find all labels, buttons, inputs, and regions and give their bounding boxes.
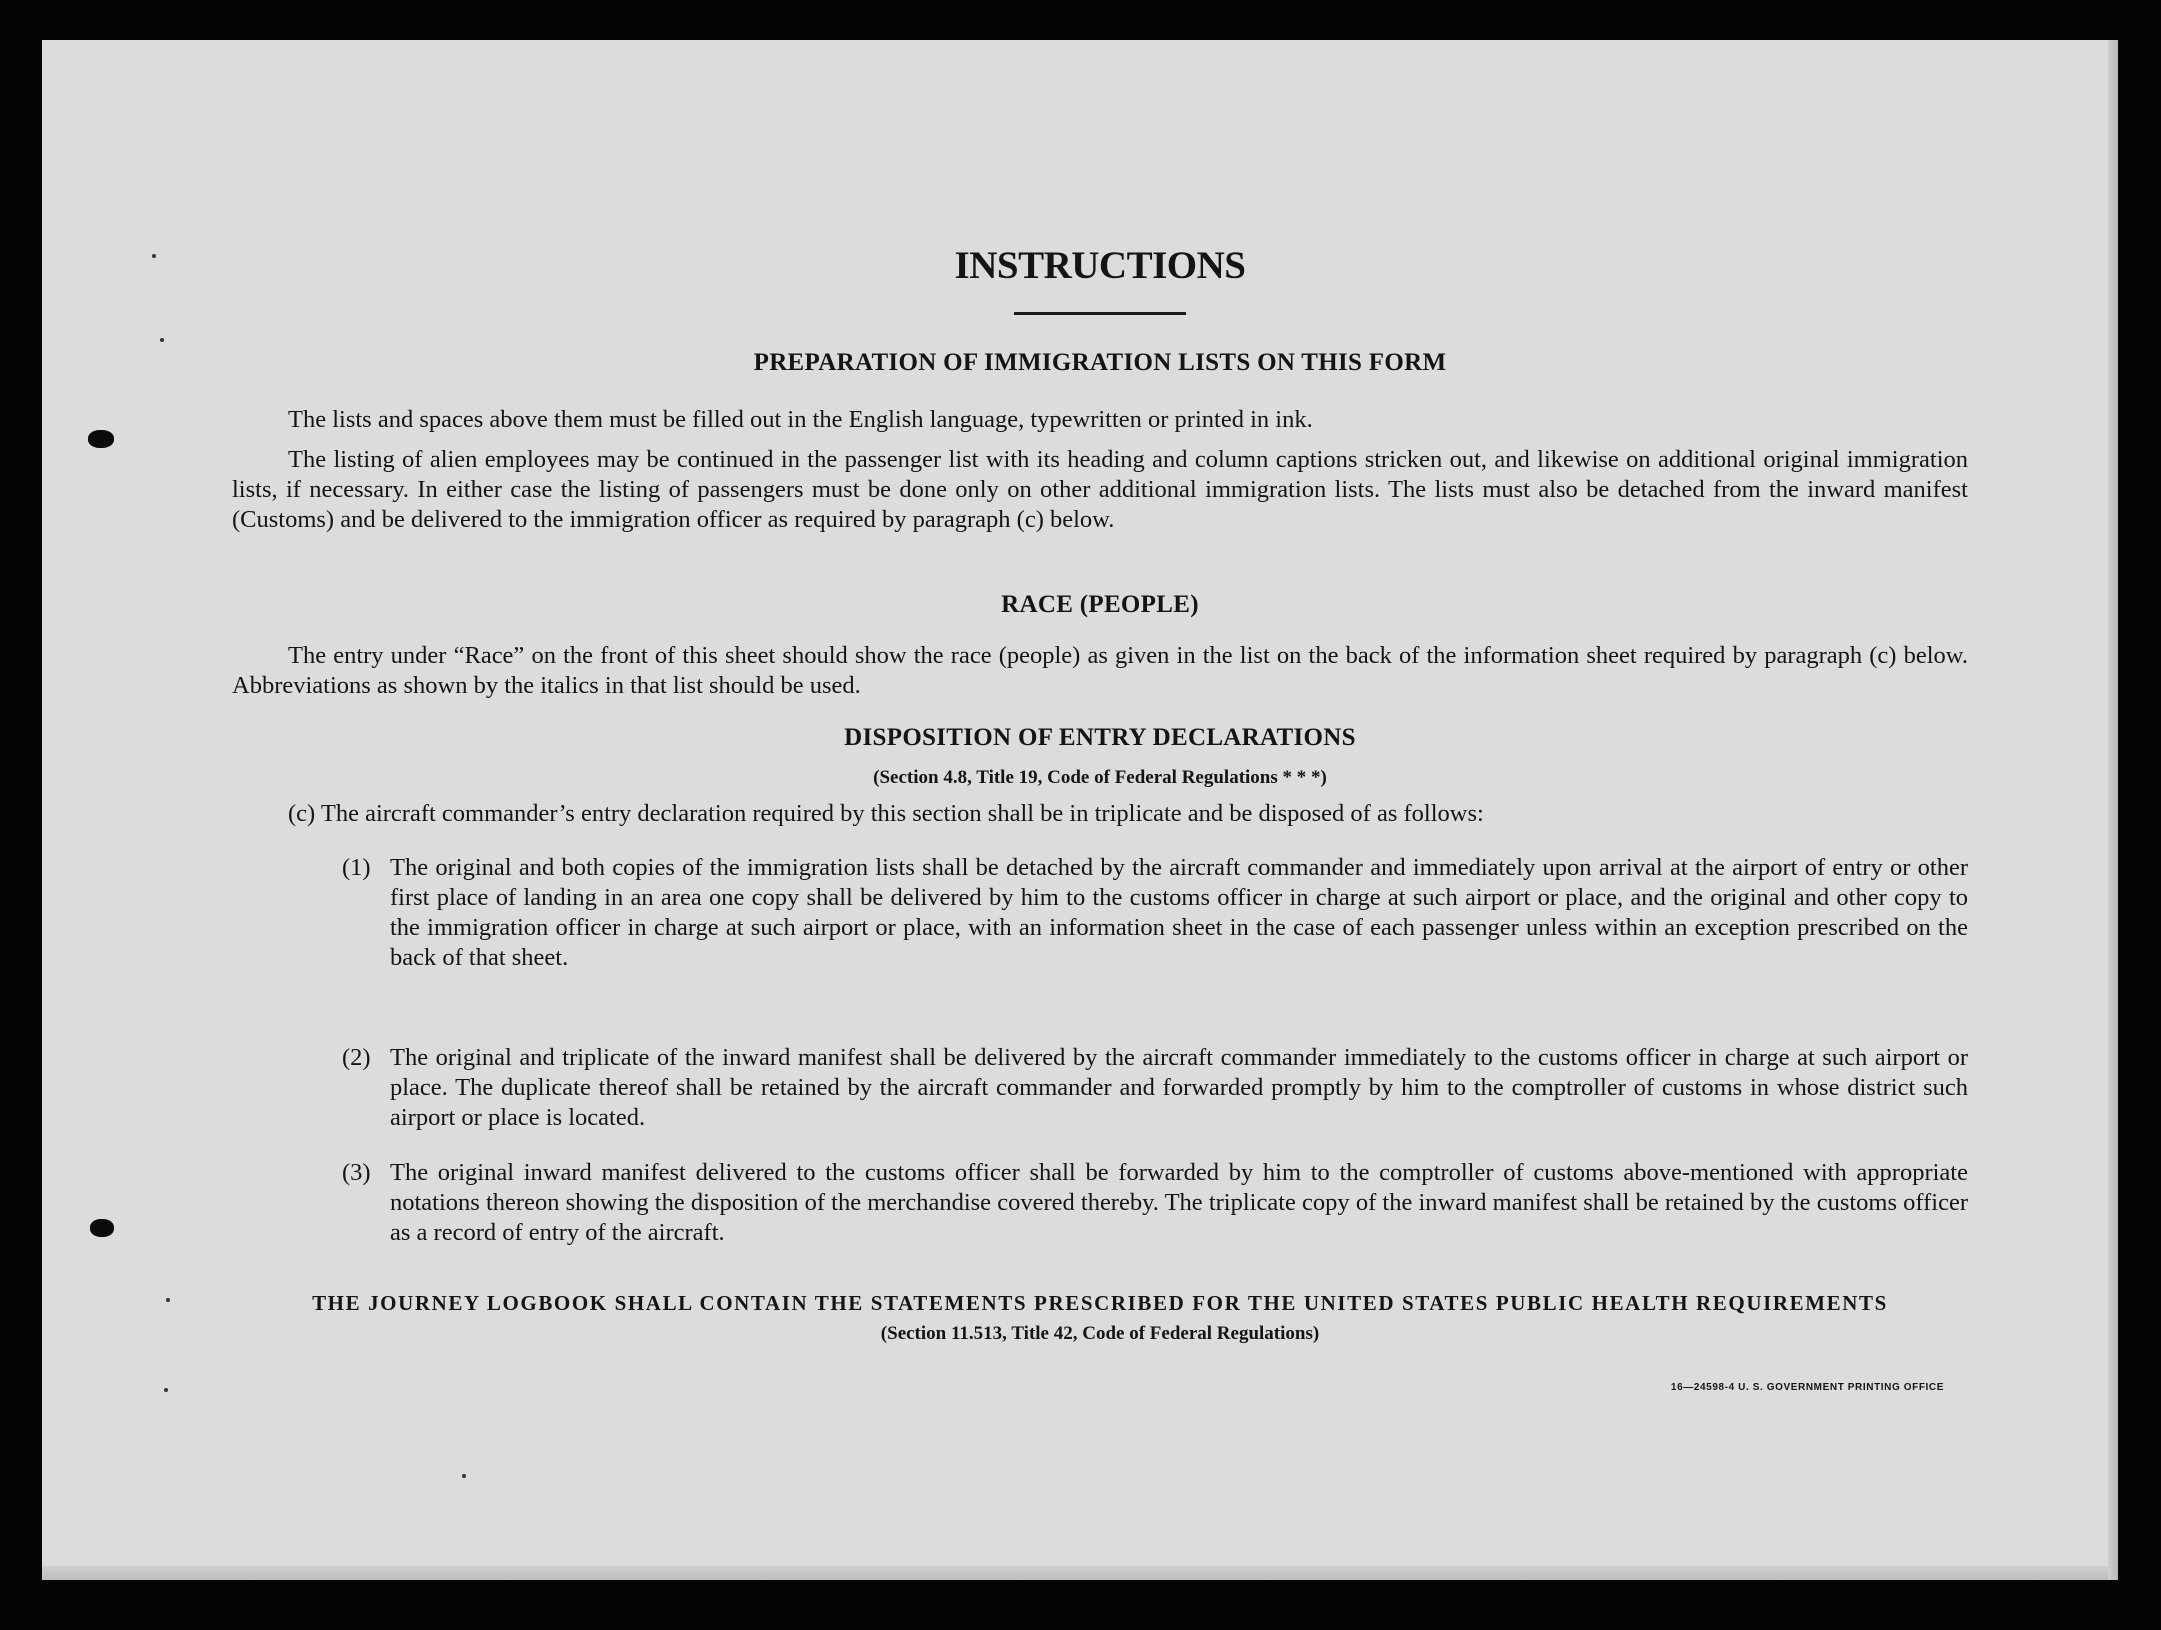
paragraph-lists-language: The lists and spaces above them must be filled out in the English language, typewritten or printed in ink. <box>288 406 1313 433</box>
page-bottom-edge <box>42 1566 2118 1580</box>
scan-speck <box>152 254 156 258</box>
section-heading-disposition: DISPOSITION OF ENTRY DECLARATIONS <box>844 724 1356 751</box>
scan-speck <box>166 1298 170 1302</box>
paragraph-race-entry: The entry under “Race” on the front of this sheet should show the race (people) as given in the list on the back of the information sheet required by paragraph (c) below. Abbreviations as shown by the italics in that list should be used. <box>232 642 1968 699</box>
section-heading-preparation: PREPARATION OF IMMIGRATION LISTS ON THIS FORM <box>753 349 1447 376</box>
list-item-text: The original inward manifest delivered to the customs officer shall be forwarded by him to the comptroller of customs above-mentioned with appropriate notations thereon showing the disposition of the merchandise covered thereby. The triplicate copy of the inward manifest shall be retained by the customs officer as a record of entry of the aircraft. <box>390 1159 1968 1246</box>
list-item-text: The original and both copies of the immigration lists shall be detached by the aircraft commander and immediately upon arrival at the airport of entry or other first place of landing in an area one copy shall be delivered by him to the customs officer in charge at such airport or place, and the original and other copy to the immigration officer in charge at such airport or place, with an information sheet in the case of each passenger unless within an exception prescribed on the back of that sheet. <box>390 854 1968 971</box>
list-item <box>342 1158 1968 1248</box>
list-item-number: (1) <box>342 854 371 881</box>
journey-logbook-statement: THE JOURNEY LOGBOOK SHALL CONTAIN THE STATEMENTS PRESCRIBED FOR THE UNITED STATES PUBLIC HEALTH REQUIREMENTS <box>312 1291 1888 1315</box>
list-item-text: The original and triplicate of the inward manifest shall be delivered by the aircraft commander immediately to the customs officer in charge at such airport or place. The duplicate thereof shall be retained by the aircraft commander and forwarded promptly by him to the comptroller of customs in whose district such airport or place is located. <box>390 1044 1968 1131</box>
list-item-number: (2) <box>342 1044 371 1071</box>
list-item <box>342 853 1968 973</box>
document-page <box>42 40 2118 1580</box>
punch-hole-bottom <box>90 1219 114 1237</box>
section-citation: (Section 4.8, Title 19, Code of Federal Regulations * * *) <box>873 767 1327 788</box>
punch-hole-top <box>88 430 114 448</box>
paragraph-commander-declaration: (c) The aircraft commander’s entry declaration required by this section shall be in triplicate and be disposed of as follows: <box>288 800 1484 827</box>
section-heading-race: RACE (PEOPLE) <box>1001 591 1199 618</box>
list-item <box>342 1043 1968 1133</box>
footer-citation: (Section 11.513, Title 42, Code of Federal Regulations) <box>880 1323 1320 1344</box>
printing-office-imprint: 16—24598-4 U. S. GOVERNMENT PRINTING OFFICE <box>1670 1382 1944 1393</box>
paragraph-alien-employees: The listing of alien employees may be continued in the passenger list with its heading and column captions stricken out, and likewise on additional original immigration lists, if necessary. In either case the listing of passengers must be done only on other additional immigration lists. The lists must also be detached from the inward manifest (Customs) and be delivered to the immigration officer as required by paragraph (c) below. <box>232 446 1968 533</box>
scan-speck <box>164 1388 168 1392</box>
page-right-edge <box>2108 40 2118 1580</box>
page-title: INSTRUCTIONS <box>954 244 1246 287</box>
scan-speck <box>160 338 164 342</box>
title-underline <box>1014 312 1186 315</box>
scan-speck <box>462 1474 466 1478</box>
list-item-number: (3) <box>342 1159 371 1186</box>
